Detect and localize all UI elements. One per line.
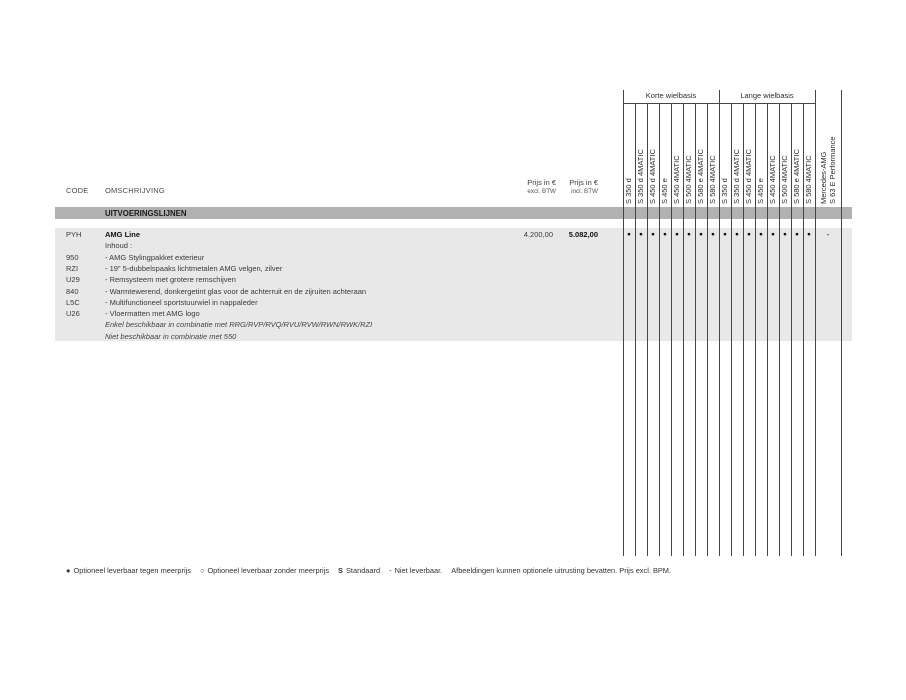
price-incl-header-line2: incl. BTW <box>571 188 598 195</box>
section-title: UITVOERINGSLIJNEN <box>105 208 187 218</box>
price-excl-header-line1: Prijs in € <box>527 178 556 187</box>
availability-cell: ● <box>723 231 727 238</box>
availability-cell: ● <box>687 231 691 238</box>
option-item-row <box>55 274 852 285</box>
model-column-label: S 450 4MATIC <box>672 155 681 204</box>
model-column-label: S 580 e 4MATIC <box>696 149 705 204</box>
option-price-excl: 4.200,00 <box>523 230 553 239</box>
section-band <box>55 207 852 219</box>
option-note-row <box>55 331 852 342</box>
option-item-row <box>55 308 852 319</box>
availability-cell: ● <box>675 231 679 238</box>
group-label-lange-wielbasis: Lange wielbasis <box>740 91 794 100</box>
availability-cell: ● <box>807 231 811 238</box>
option-item-row <box>55 252 852 263</box>
option-item-row <box>55 297 852 308</box>
availability-cell: ● <box>627 231 631 238</box>
option-note: Enkel beschikbaar in combinatie met RRG/RVP/RVQ/RVU/RVW/RWN/RWK/RZI <box>105 320 373 330</box>
option-note: Niet beschikbaar in combinatie met 550 <box>105 331 237 341</box>
availability-cell: ● <box>663 231 667 238</box>
item-text: - Multifunctioneel sportstuurwiel in nappaleder <box>105 297 258 307</box>
item-code: RZI <box>66 263 79 273</box>
item-code: 950 <box>66 252 79 262</box>
availability-cell: ● <box>771 231 775 238</box>
item-code: 840 <box>66 286 79 296</box>
option-main-row <box>55 229 852 240</box>
legend-note: Afbeeldingen kunnen optionele uitrusting bevatten. Prijs excl. BPM. <box>451 566 672 575</box>
model-column-label: S 500 4MATIC <box>780 155 789 204</box>
legend-item-not-available <box>389 566 442 575</box>
item-code: U29 <box>66 275 80 285</box>
item-text: - 19" 5-dubbelspaaks lichtmetalen AMG velgen, zilver <box>105 263 283 273</box>
option-item-row <box>55 263 852 274</box>
item-text: - AMG Stylingpakket exterieur <box>105 252 205 262</box>
model-column-label: S 500 4MATIC <box>684 155 693 204</box>
amg-model-column-label <box>820 136 837 204</box>
model-column-label: S 580 e 4MATIC <box>792 149 801 204</box>
amg-model-label-line1: Mercedes-AMG <box>819 151 828 204</box>
model-column-label: S 580 4MATIC <box>708 155 717 204</box>
item-code: U26 <box>66 309 80 319</box>
open-circle-icon: ○ <box>199 566 205 575</box>
option-price-incl: 5.082,00 <box>568 230 598 239</box>
item-text: - Warmtewerend, donkergetint glas voor de achterruit en de zijruiten achteraan <box>105 286 367 296</box>
model-column-label: S 580 4MATIC <box>804 155 813 204</box>
price-incl-header <box>498 178 598 196</box>
model-column-label: S 450 d 4MATIC <box>648 149 657 204</box>
group-underline-lange <box>719 103 815 104</box>
legend-item-optional-surcharge <box>66 566 191 575</box>
availability-cell: ● <box>795 231 799 238</box>
legend-item-optional-free <box>200 566 329 575</box>
availability-cell: ● <box>711 231 715 238</box>
legend <box>66 566 671 575</box>
legend-label: Optioneel leverbaar tegen meerprijs <box>73 566 191 575</box>
standard-symbol: S <box>338 566 343 575</box>
dash-icon: - <box>389 566 392 575</box>
availability-cell: ● <box>639 231 643 238</box>
model-column-label: S 450 e <box>756 178 765 204</box>
amg-model-label-line2: S 63 E Performance <box>827 136 837 204</box>
item-code: L5C <box>66 297 80 307</box>
legend-item-standard <box>338 566 380 575</box>
option-code: PYH <box>66 230 82 239</box>
code-column-header: CODE <box>66 186 89 195</box>
option-content-intro-row <box>55 240 852 251</box>
group-underline-korte <box>623 103 719 104</box>
option-note-row <box>55 319 852 330</box>
model-column-label: S 450 d 4MATIC <box>744 149 753 204</box>
filled-dot-icon: ● <box>66 566 71 575</box>
description-column-header: OMSCHRIJVING <box>105 186 165 195</box>
group-label-korte-wielbasis: Korte wielbasis <box>645 91 697 100</box>
legend-label: Standaard <box>345 566 381 575</box>
model-column-label: S 350 d <box>624 178 633 204</box>
model-column-label: S 350 d 4MATIC <box>732 149 741 204</box>
legend-label: Optioneel leverbaar zonder meerprijs <box>207 566 330 575</box>
price-excl-header-line2: excl. BTW <box>527 188 556 195</box>
option-content-intro: Inhoud : <box>105 241 133 251</box>
item-text: - Remsysteem met grotere remschijven <box>105 275 236 285</box>
model-column-label: S 450 e <box>660 178 669 204</box>
option-name: AMG Line <box>105 230 140 239</box>
model-column-label: S 350 d 4MATIC <box>636 149 645 204</box>
model-column-label: S 450 4MATIC <box>768 155 777 204</box>
availability-cell: - <box>826 230 830 239</box>
availability-cell: ● <box>651 231 655 238</box>
price-incl-header-line1: Prijs in € <box>569 178 598 187</box>
item-text: - Vloermatten met AMG logo <box>105 309 200 319</box>
legend-label: Niet leverbaar. <box>394 566 443 575</box>
availability-cell: ● <box>747 231 751 238</box>
availability-cell: ● <box>735 231 739 238</box>
option-block-amg-line <box>55 228 852 341</box>
model-column-label: S 350 d <box>720 178 729 204</box>
availability-cell: ● <box>759 231 763 238</box>
availability-cell: ● <box>699 231 703 238</box>
option-item-row <box>55 286 852 297</box>
availability-cell: ● <box>783 231 787 238</box>
